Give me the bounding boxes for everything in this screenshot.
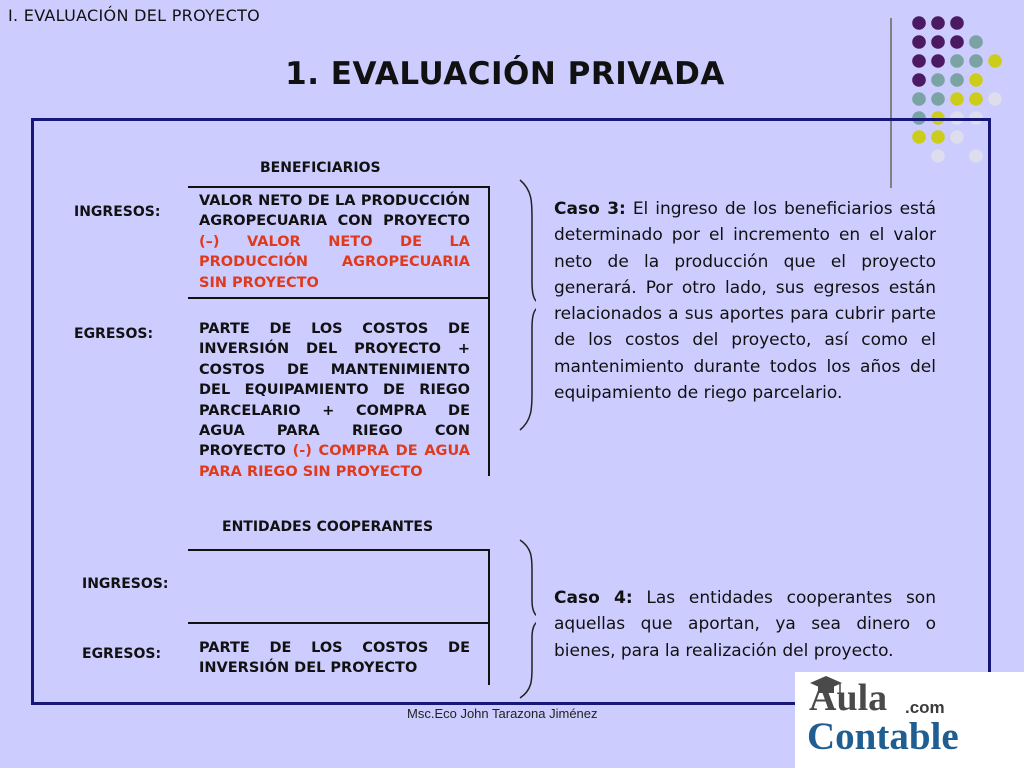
decorative-dot	[988, 92, 1002, 106]
beneficiarios-egresos-cell	[199, 319, 470, 482]
table2-rule-top	[188, 549, 490, 551]
caso4-paragraph	[554, 585, 936, 664]
caso3-text: El ingreso de los beneficiarios está determinado por el incremento en el valor neto de la producción que el proyecto generará. Por otro lado, sus egresos están relacionados a sus aportes para cubrir parte de los costos del proyecto, así como el mantenimiento durante todos los años del equipamiento de riego parcelario.	[554, 199, 936, 404]
section-label: I. EVALUACIÓN DEL PROYECTO	[8, 6, 261, 25]
logo-contable: Contable	[807, 715, 959, 758]
decorative-dot	[912, 16, 926, 30]
table-rule-top	[188, 186, 490, 188]
caso4-text: Las entidades cooperantes son aquellas que aportan, ya sea dinero o bienes, para la realización del proyecto.	[554, 588, 936, 661]
decorative-dot	[969, 92, 983, 106]
decorative-dot	[950, 92, 964, 106]
beneficiarios-ingresos-cell	[199, 191, 470, 293]
decorative-dot	[950, 35, 964, 49]
logo-com: .com	[905, 698, 945, 717]
entidades-heading: ENTIDADES COOPERANTES	[222, 519, 434, 535]
entidades-egresos-label: EGRESOS:	[82, 646, 162, 662]
egresos-sin-proyecto-text: (-) COMPRA DE AGUA PARA RIEGO SIN PROYECTO	[199, 443, 470, 480]
decorative-dot	[931, 16, 945, 30]
entidades-ingresos-label: INGRESOS:	[82, 576, 169, 592]
table2-rule-middle	[188, 622, 490, 624]
decorative-dot	[912, 35, 926, 49]
logo-aula: Aula	[809, 677, 888, 719]
ingresos-sin-proyecto-text: (–) VALOR NETO DE LA PRODUCCIÓN AGROPECUARIA SIN PROYECTO	[199, 233, 470, 291]
table2-rule-right	[488, 549, 490, 685]
beneficiarios-ingresos-label: INGRESOS:	[74, 204, 161, 220]
aula-contable-logo	[795, 672, 1024, 768]
ingresos-con-proyecto-text: VALOR NETO DE LA PRODUCCIÓN AGROPECUARIA CON PROYECTO	[199, 193, 470, 230]
brace-caso3	[512, 178, 536, 432]
page-title: 1. EVALUACIÓN PRIVADA	[285, 56, 725, 92]
egresos-con-proyecto-text: PARTE DE LOS COSTOS DE INVERSIÓN DEL PROYECTO + COSTOS DE MANTENIMIENTO DEL EQUIPAMIENTO DE RIEGO PARCELARIO + COMPRA DE AGUA PARA RIEGO CON PROYECTO	[199, 321, 470, 460]
entidades-egresos-cell: PARTE DE LOS COSTOS DE INVERSIÓN DEL PROYECTO	[199, 640, 470, 677]
table-rule-right	[488, 186, 490, 476]
caso3-paragraph	[554, 196, 936, 406]
decorative-dot	[969, 35, 983, 49]
beneficiarios-heading: BENEFICIARIOS	[260, 160, 381, 176]
decorative-dot	[950, 16, 964, 30]
decorative-dot	[912, 92, 926, 106]
beneficiarios-egresos-label: EGRESOS:	[74, 326, 154, 342]
caso3-label: Caso 3:	[554, 199, 626, 219]
decorative-dot	[931, 35, 945, 49]
brace-caso4	[512, 538, 536, 700]
decorative-dot	[931, 92, 945, 106]
table-rule-middle	[188, 297, 490, 299]
caso4-label: Caso 4:	[554, 588, 633, 608]
footer-author: Msc.Eco John Tarazona Jiménez	[407, 706, 598, 721]
